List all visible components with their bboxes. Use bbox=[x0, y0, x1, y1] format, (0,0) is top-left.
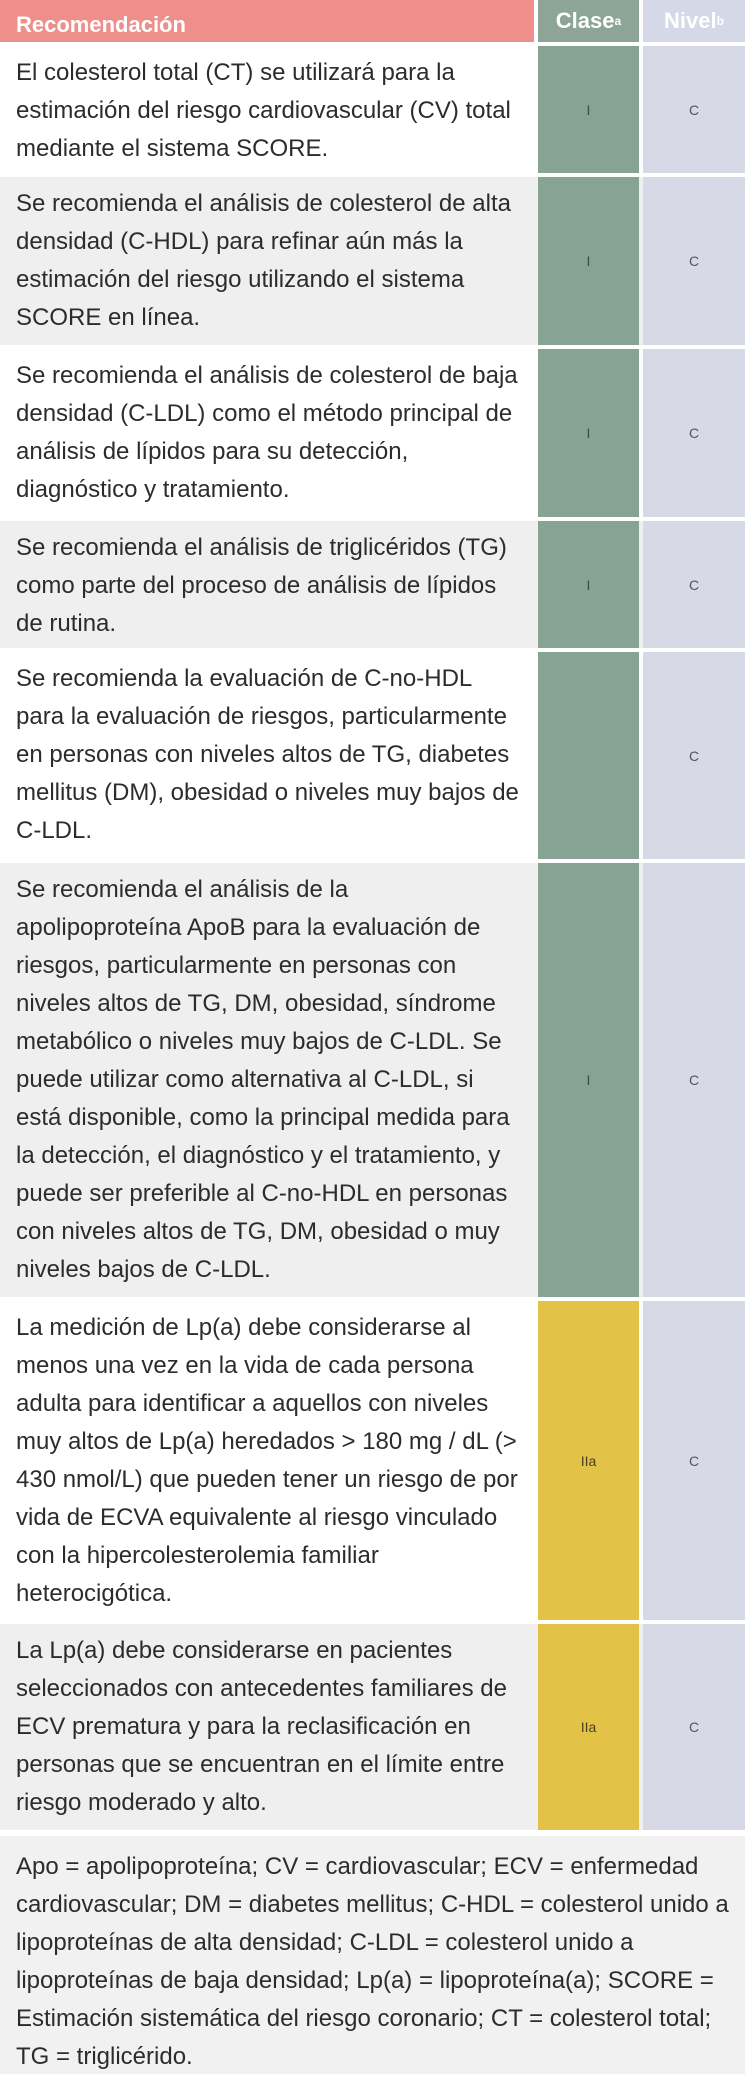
clase-cell: I bbox=[538, 521, 639, 648]
clase-cell bbox=[538, 652, 639, 859]
recommendation-text: Se recomienda el análisis de colesterol de alta densidad (C-HDL) para refinar aún más la estimación del riesgo utilizando el sistema SCORE en línea. bbox=[16, 190, 511, 331]
nivel-cell: C bbox=[643, 1301, 745, 1620]
abbreviations-footnote: Apo = apolipoproteína; CV = cardiovascular; ECV = enfermedad cardiovascular; DM = diabetes mellitus; C-HDL = colesterol unido a lipoproteínas de alta densidad; C-LDL = colesterol unido a lipoproteínas de baja densidad; Lp(a) = lipoproteína(a); SCORE = Estimación sistemática del riesgo coronario; CT = colesterol total; TG = triglicérido. bbox=[0, 1830, 745, 2074]
table-row bbox=[0, 859, 745, 1297]
recommendation-text: Se recomienda el análisis de triglicéridos (TG) como parte del proceso de análisis de lípidos de rutina. bbox=[16, 534, 507, 637]
recommendation-text: La medición de Lp(a) debe considerarse al menos una vez en la vida de cada persona adulta para identificar a aquellos con niveles muy altos de Lp(a) heredados > 180 mg / dL (> 430 nmol/L) que pueden tener un riesgo de por vida de ECVA equivalente al riesgo vinculado con la hipercolesterolemia familiar heterocigótica. bbox=[16, 1314, 518, 1607]
table-row bbox=[0, 42, 745, 173]
nivel-cell: C bbox=[643, 349, 745, 517]
clase-cell: IIa bbox=[538, 1624, 639, 1830]
header-clase-label: Clase bbox=[555, 8, 615, 33]
header-recomendacion bbox=[0, 0, 534, 42]
recommendation-text: Se recomienda el análisis de la apolipoproteína ApoB para la evaluación de riesgos, particularmente en personas con niveles altos de TG, DM, obesidad, síndrome metabólico o niveles muy bajos de C-LDL. Se puede utilizar como alternativa al C-LDL, si está disponible, como la principal medida para la detección, el diagnóstico y el tratamiento, y puede ser preferible al C-no-HDL en personas con niveles altos de TG, DM, obesidad o muy niveles bajos de C-LDL. bbox=[16, 876, 510, 1283]
clase-cell: I bbox=[538, 349, 639, 517]
header-clase: Clase a bbox=[538, 0, 639, 42]
table-header bbox=[0, 0, 745, 42]
nivel-cell: C bbox=[643, 863, 745, 1297]
nivel-cell: C bbox=[643, 177, 745, 345]
table-row bbox=[0, 517, 745, 648]
header-nivel: Nivel b bbox=[643, 0, 745, 42]
clase-cell: I bbox=[538, 863, 639, 1297]
table-row bbox=[0, 173, 745, 345]
recommendation-text: Se recomienda la evaluación de C-no-HDL para la evaluación de riesgos, particularmente en personas con niveles altos de TG, diabetes mellitus (DM), obesidad o niveles muy bajos de C-LDL. bbox=[16, 665, 519, 844]
table-row bbox=[0, 345, 745, 517]
nivel-cell: C bbox=[643, 521, 745, 648]
clase-cell: I bbox=[538, 177, 639, 345]
table-row bbox=[0, 648, 745, 859]
recommendation-text: La Lp(a) debe considerarse en pacientes seleccionados con antecedentes familiares de ECV prematura y para la reclasificación en personas que se encuentran en el límite entre riesgo moderado y alto. bbox=[16, 1637, 507, 1816]
recommendation-text: El colesterol total (CT) se utilizará para la estimación del riesgo cardiovascular (CV) total mediante el sistema SCORE. bbox=[16, 59, 511, 162]
nivel-cell: C bbox=[643, 652, 745, 859]
header-nivel-label: Nivel bbox=[664, 8, 717, 33]
clase-cell: IIa bbox=[538, 1301, 639, 1620]
header-recomendacion-label: Recomendación bbox=[16, 12, 186, 37]
nivel-cell: C bbox=[643, 1624, 745, 1830]
table-row bbox=[0, 1297, 745, 1620]
table-row bbox=[0, 1620, 745, 1830]
nivel-cell: C bbox=[643, 46, 745, 173]
clase-cell: I bbox=[538, 46, 639, 173]
recommendation-text: Se recomienda el análisis de colesterol de baja densidad (C-LDL) como el método principal de análisis de lípidos para su detección, diagnóstico y tratamiento. bbox=[16, 362, 518, 503]
